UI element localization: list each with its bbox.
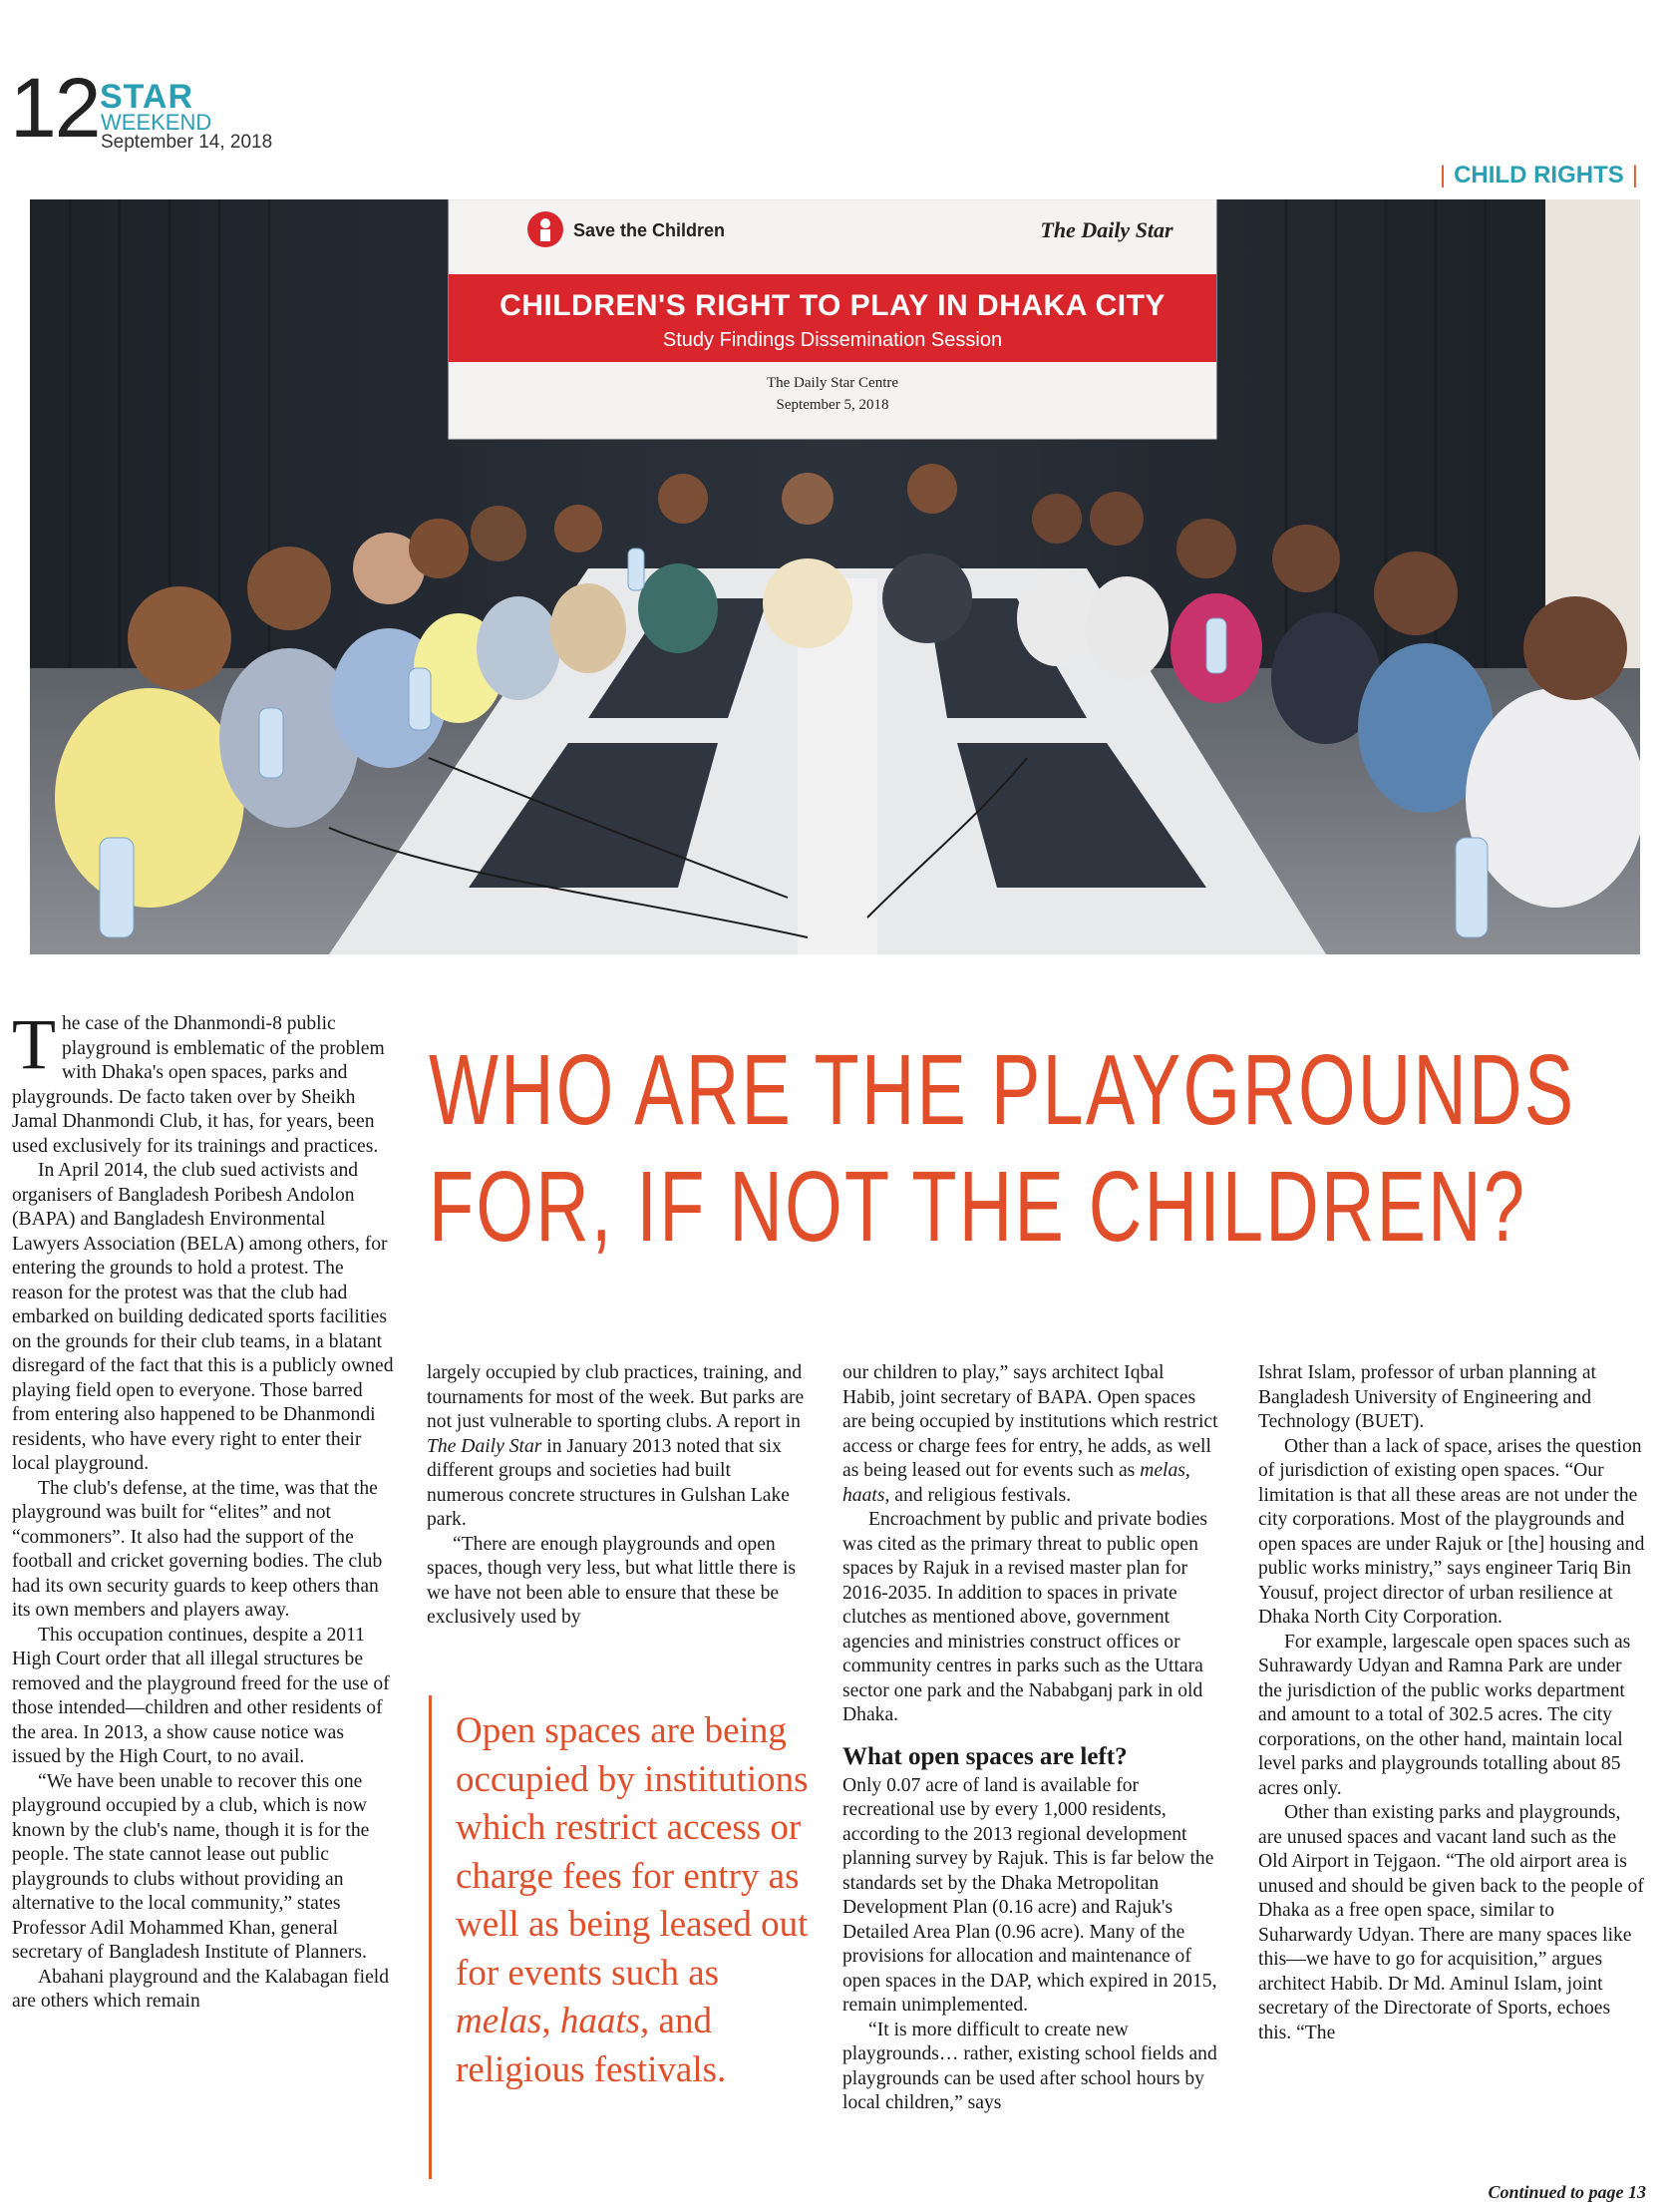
banner-venue: The Daily Star Centre — [766, 375, 899, 391]
banner-title: CHILDREN'S RIGHT TO PLAY IN DHAKA CITY — [500, 289, 1166, 322]
article-paragraph: For example, largescale open spaces such as Suhrawardy Udyan and Ramna Park are under the jurisdiction of the public works department and amount to a total of 302.5 acres. The city corporations, on the other hand, maintain local level parks and playgrounds totalling about 85 acres only. — [1258, 1631, 1631, 1799]
drop-cap: T — [12, 1004, 56, 1084]
article-paragraph — [427, 1361, 806, 1533]
article-paragraph: In April 2014, the club sued activists and organisers of Bangladesh Poribesh Andolon (BAPA) and Bangladesh Environmental Lawyers Association (BELA) among others, for entering the grounds to hold a protest. The reason for the protest was that the club had embarked on building dedicated sports facilities on the grounds for their club teams, in a blatant disregard of the fact that this is a publicly owned playing field open to everyone. Those barred from entering also happened to be Dhanmondi residents, who have every right to enter their local playground. — [12, 1160, 394, 1474]
section-divider-right: | — [1631, 162, 1638, 188]
article-paragraph — [12, 1004, 396, 1159]
article-paragraph: “There are enough playgrounds and open spaces, though very less, but what little there is we have not been able to ensure that these be exclusively used by — [427, 1533, 797, 1628]
italic-term: haats — [842, 1484, 885, 1506]
section-label — [1440, 162, 1638, 189]
article-paragraph: This occupation continues, despite a 2011 High Court order that all illegal structures be removed and the playground freed for the use of those intended—children and other residents of the area. In 2013, a show cause notice was issued by the High Court, to no avail. — [12, 1624, 390, 1767]
pull-quote-part: , — [541, 2001, 560, 2041]
paragraph-text: largely occupied by club practices, training, and tournaments for most of the week. But parks are not just vulnerable to sporting clubs. A report in — [427, 1362, 805, 1432]
brand-subname: WEEKEND — [101, 110, 212, 135]
brand-name: STAR — [100, 78, 194, 116]
issue-date: September 14, 2018 — [101, 132, 273, 153]
article-paragraph: “We have been unable to recover this one playground occupied by a club, which is now known by the club's name, though it is for the people. The state cannot lease out public playgrounds to clubs without providing an alternative to the local community,” states Professor Adil Mohammed Khan, general secretary of Bangladesh Institute of Planners. — [12, 1770, 370, 1963]
article-column-3 — [842, 1361, 1221, 2116]
pull-quote-part: Open spaces are being occupied by institutions which restrict access or charge fees for entry as well as being leased out for events such as — [456, 1710, 809, 1994]
italic-term: melas — [1140, 1460, 1185, 1481]
pull-quote-text — [456, 1707, 815, 2094]
paragraph-text: he case of the Dhanmondi-8 public playground is emblematic of the problem with Dhaka's open spaces, parks and playgrounds. De facto taken over by Sheikh Jamal Dhanmondi Club, it has, for years, been used exclusively for its trainings and practices. — [12, 1013, 385, 1157]
article-paragraph: Ishrat Islam, professor of urban planning at Bangladesh University of Engineering and Technology (BUET). — [1258, 1362, 1596, 1432]
pull-quote-part: , and religious festivals. — [456, 2001, 727, 2090]
banner-date: September 5, 2018 — [776, 397, 889, 413]
article-column-4 — [1258, 1361, 1645, 2045]
continued-link[interactable]: Continued to page 13 — [1488, 2182, 1646, 2202]
pull-quote-italic: melas — [456, 2001, 542, 2041]
article-paragraph — [842, 1361, 1221, 1508]
paragraph-text: , — [1184, 1460, 1190, 1481]
paragraph-text: in January 2013 noted that six different groups and societies had built numerous concrete structures in Gulshan Lake park. — [427, 1435, 790, 1530]
banner-subtitle: Study Findings Dissemination Session — [662, 329, 1003, 351]
event-photo — [30, 199, 1640, 954]
banner-logo-left: Save the Children — [573, 220, 726, 240]
article-paragraph: Abahani playground and the Kalabagan field are others which remain — [12, 1966, 390, 2012]
article-paragraph: Other than a lack of space, arises the question of jurisdiction of existing open spaces. “Our limitation is that all these areas are not under the city corporations. Most of the playgrounds and open spaces are under Rajuk or [the] housing and public works ministry,” says engineer Tariq Bin Yousuf, project director of urban resilience at Dhaka North City Corporation. — [1258, 1435, 1645, 1628]
article-paragraph: “It is more difficult to create new playgrounds… rather, existing school fields and playgrounds can be used after school hours by local children,” says — [842, 2019, 1217, 2113]
section-divider-left: | — [1439, 162, 1447, 188]
article-paragraph: The club's defense, at the time, was that the playground was built for “elites” and not “commoners”. It also had the support of the football and cricket governing bodies. The club had its own security guards to keep others than its own members and players away. — [12, 1477, 383, 1621]
pull-quote — [429, 1695, 811, 2179]
pull-quote-italic: haats — [559, 2001, 641, 2041]
article-paragraph: Only 0.07 acre of land is available for recreational use by every 1,000 residents, according to the 2013 regional development planning survey by Rajuk. This is far below the standards set by the Dhaka Metropolitan Development Plan (0.16 acre) and Rajuk's Detailed Area Plan (0.96 acre). Many of the provisions for allocation and maintenance of open spaces in the DAP, which expired in 2015, remain unimplemented. — [842, 1774, 1217, 2016]
headline — [429, 1032, 1653, 1266]
event-photo-illustration — [30, 199, 1640, 954]
article-paragraph: Encroachment by public and private bodies was cited as the primary threat to public open spaces by Rajuk in a revised master plan for 2016-2035. In addition to spaces in private clutches as mentioned above, government agencies and ministries construct offices or community centres in parks such as the Uttara sector one park and the Nababganj park in old Dhaka. — [842, 1509, 1208, 1725]
article-column-1 — [12, 1004, 396, 2015]
banner-logo-right: The Daily Star — [1040, 217, 1173, 242]
publication-name: The Daily Star — [427, 1435, 542, 1457]
paragraph-text: our children to play,” says architect Iqbal Habib, joint secretary of BAPA. Open spaces are being occupied by institutions which restrict access or charge fees for entry, he adds, as well as being leased out for events such as — [842, 1362, 1218, 1481]
article-column-2 — [427, 1361, 806, 1631]
headline-line-2: FOR, IF NOT THE CHILDREN? — [429, 1151, 1527, 1263]
article-paragraph: Other than existing parks and playgrounds, are unused spaces and vacant land such as the Old Airport in Tejgaon. “The old airport area is unused and should be given back to the people of Dhaka as a free open space, similar to Suharwardy Udyan. There are many spaces like this—we have to go for acquisition,” argues architect Habib. Dr Md. Aminul Islam, joint secretary of the Directorate of Sports, echoes this. “The — [1258, 1802, 1644, 2043]
page-number: 12 — [10, 61, 100, 155]
headline-line-1: WHO ARE THE PLAYGROUNDS — [429, 1034, 1576, 1146]
section-name: CHILD RIGHTS — [1454, 162, 1624, 188]
paragraph-text: , and religious festivals. — [884, 1484, 1072, 1506]
article-subhead: What open spaces are left? — [842, 1742, 1128, 1770]
